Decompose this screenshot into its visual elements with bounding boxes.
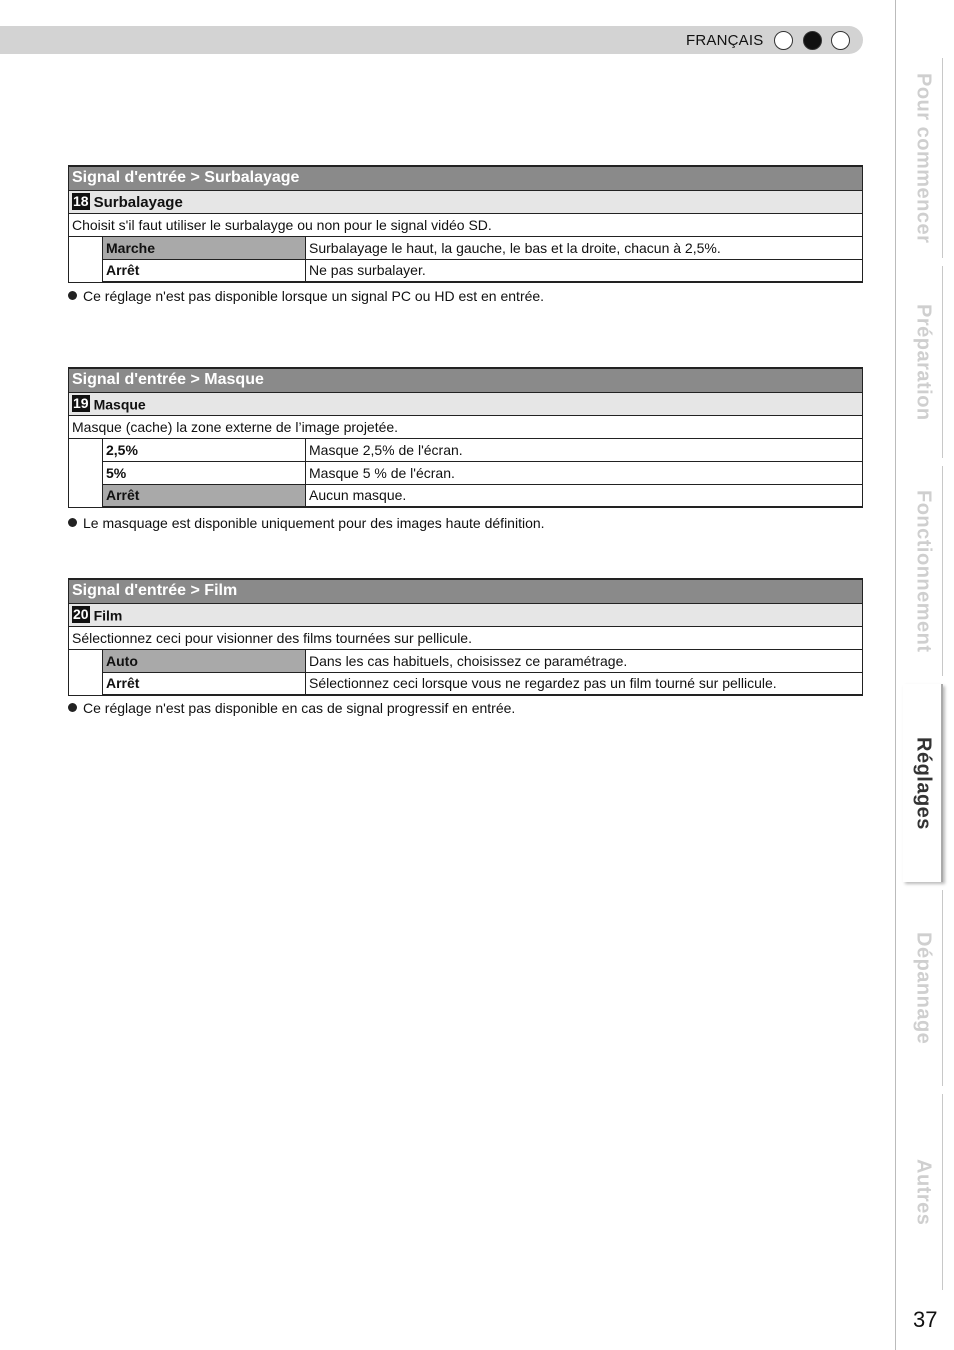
tab-autres[interactable] [903,1094,943,1290]
settings-table [68,165,863,283]
tab-depannage[interactable] [903,890,943,1086]
setting-description: Choisit s'il faut utiliser le surbalayge ou non pour le signal vidéo SD. [69,213,863,236]
option-description: Masque 2,5% de l'écran. [306,438,863,461]
setting-description: Masque (cache) la zone externe de l’image projetée. [69,415,863,438]
option-label: Marche [103,236,306,259]
section-title: Signal d'entrée > Surbalayage [69,166,863,190]
note-text: Le masquage est disponible uniquement pour des images haute définition. [83,515,545,531]
option-description: Ne pas surbalayer. [306,259,863,282]
option-label: 2,5% [103,438,306,461]
tab-preparation[interactable] [903,266,943,458]
tab-label: Préparation [912,303,935,421]
setting-name: Surbalayage [93,193,183,211]
section-title: Signal d'entrée > Masque [69,368,863,392]
indent-cell [69,649,103,695]
note [68,700,515,716]
language-label: FRANÇAIS [686,32,764,49]
tab-reglages[interactable] [903,684,943,882]
setting-name: Masque [93,395,146,412]
note [68,515,545,531]
indent-cell [69,236,103,282]
setting-header [69,190,863,213]
option-label: Arrêt [103,259,306,282]
section-film [68,578,863,696]
indent-cell [69,438,103,507]
section-masque [68,367,863,508]
option-description: Masque 5 % de l'écran. [306,461,863,484]
option-description: Dans les cas habituels, choisissez ce paramétrage. [306,649,863,672]
setting-number: 20 [73,606,89,623]
tab-fonctionnement[interactable] [903,466,943,676]
tab-label: Fonctionnement [912,489,935,653]
tab-label: Réglages [912,736,935,830]
setting-name: Film [93,606,123,623]
setting-number: 18 [73,193,89,210]
tab-label: Pour commencer [912,72,935,244]
tab-label: Autres [912,1158,935,1226]
option-label: Arrêt [103,672,306,695]
option-description: Sélectionnez ceci lorsque vous ne regardez pas un film tourné sur pellicule. [306,672,863,695]
bullet-icon [68,291,77,300]
section-title: Signal d'entrée > Film [69,579,863,603]
setting-header [69,603,863,626]
tab-label: Dépannage [912,931,935,1045]
note [68,288,544,304]
option-description: Aucun masque. [306,484,863,507]
progress-dot-3 [831,31,850,50]
setting-description: Sélectionnez ceci pour visionner des films tournées sur pellicule. [69,626,863,649]
option-label: Arrêt [103,484,306,507]
section-surbalayage [68,165,863,283]
option-label: Auto [103,649,306,672]
bullet-icon [68,703,77,712]
option-label: 5% [103,461,306,484]
tab-pour-commencer[interactable] [903,58,943,258]
settings-table [68,367,863,508]
setting-number: 19 [73,395,89,412]
page-number: 37 [913,1307,938,1332]
progress-dot-2 [803,31,822,50]
note-text: Ce réglage n'est pas disponible lorsque un signal PC ou HD est en entrée. [83,288,545,304]
settings-table [68,578,863,696]
progress-dot-1 [774,31,793,50]
option-description: Surbalayage le haut, la gauche, le bas et la droite, chacun à 2,5%. [306,236,863,259]
setting-header [69,392,863,415]
bullet-icon [68,518,77,527]
note-text: Ce réglage n'est pas disponible en cas de signal progressif en entrée. [83,700,516,716]
